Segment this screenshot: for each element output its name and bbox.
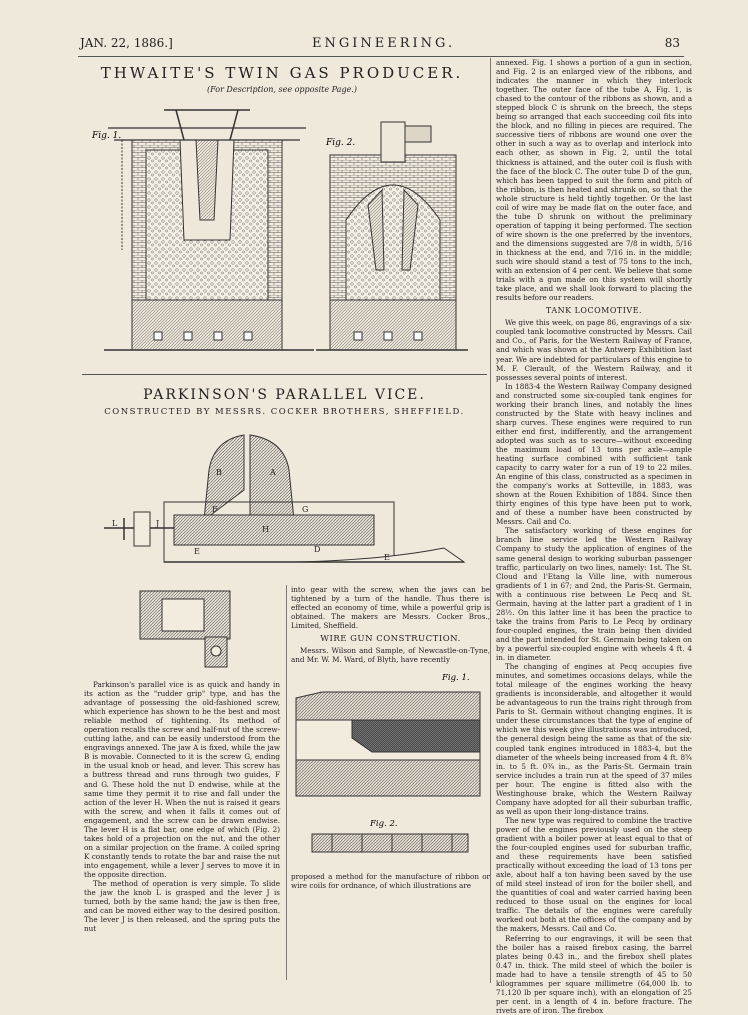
vice-paragraph-2: The method of operation is very simple. To slide the jaw the knob L is grasped and the lever J is turned, both by the same hand; the jaw is then free, and can be moved either way to the desired position. The lever J is then released, and the spring puts the nut xyxy=(84,879,280,934)
vice-letter-e2: E xyxy=(384,553,390,562)
tank-paragraph-1: We give this week, on page 86, engravings of a six-coupled tank locomotive constructed by Messrs. Cail and Co., of Paris, for the Western Railway of France, and which was shown at the Antwerp Exhibition last year. We are indebted for particulars of this engine to M. F. Clerault, of the Western Railway, and it possesses several points of interest. xyxy=(496,318,692,382)
column-divider-left xyxy=(286,585,287,980)
wire-gun-paragraph-2: proposed a method for the manufacture of ribbon or wire coils for ordnance, of which illustrations are xyxy=(291,872,490,891)
gas-fig2-drawing xyxy=(316,122,468,350)
wire-fig2-label: Fig. 2. xyxy=(370,819,398,829)
vice-letter-a: A xyxy=(270,468,276,477)
tank-locomotive-title: TANK LOCOMOTIVE. xyxy=(545,306,643,316)
vice-detail-figure xyxy=(110,585,250,677)
column-divider xyxy=(490,58,491,983)
vice-figure xyxy=(84,420,488,585)
vice-letter-e1: E xyxy=(194,547,200,556)
vice-paragraph-1: Parkinson's parallel vice is as quick and handy in its action as the "rudder grip" type, and has the advantage of possessing the old-fashioned screw, which experience has shown to be the best and most reliable method of tightening. Its method of operation recalls the screw and half-nut of the screw-cutting lathe, and can be easily understood from the engravings annexed. The jaw A is fixed, while the jaw B is movable. Connected to it is the screw G, ending in the usual knob or head, and lever. This screw has a buttress thread and runs through two guides, F and G. These hold the nut D endwise, while at the same time they permit it to rise and fall under the action of the lever H. When the nut is raised it gears with the screw, and when it falls it comes out of engagement, and the screw can be drawn endwise. The lever H is a flat bar, one edge of which (Fig. 2) takes hold of a projection on the nut, and the other on a similar projection on the frame. A coiled spring K constantly tends to rotate the bar and raise the nut into engagement, while a lever J serves to move it in the opposite direction. xyxy=(84,680,280,879)
vice-title: PARKINSON'S PARALLEL VICE. xyxy=(143,387,426,403)
wire-gun-title: WIRE GUN CONSTRUCTION. xyxy=(320,634,461,644)
header-rule xyxy=(78,56,684,57)
vice-paragraph-3: into gear with the screw, when the jaws can be tightened by a turn of the handle. Thus there is effected an economy of time, while a powerful grip is obtained. The makers are Messrs. Cocker Bros., Limited, Sheffield. xyxy=(291,585,490,631)
wire-gun-text-continued xyxy=(291,872,490,894)
wire-gun-paragraph-3: annexed. Fig. 1 shows a portion of a gun in section, and Fig. 2 is an enlarged view of the ribbons, and indicates the manner in which they interlock together. The outer face of the tube A, Fig. 1, is chased to the contour of the ribbons as shown, and a stepped block C is shrunk on the breech, the steps being so arranged that each succeeding coil fits into the block, and no filling in pieces are required. The successive tiers of ribbons are wound one over the other in such a way as to overlap and interlock into each other, as shown in Fig. 2, until the total thickness is attained, and the outer coil is flush with the face of the block C. The outer tube D of the gun, which has been tapped to suit the form and pitch of the ribbon, is then heated and shrunk on, so that the whole structure is held tightly together. Or the last coil of wire may be made flat on the outer face, and the tube D shrunk on without the preliminary operation of tapping it being performed. The section of wire shown is the one preferred by the inventors, and the dimensions suggested are 7/8 in width, 5/16 in thickness at the end, and 7/16 in. in the middle; such wire should stand a test of 75 tons to the inch, with an extension of 4 per cent. We believe that some trials with a gun made on this system will shortly take place, and we shall look forward to placing the results before our readers. xyxy=(496,58,692,303)
gas-fig2-label: Fig. 2. xyxy=(326,138,356,148)
tank-paragraph-5: The new type was required to combine the tractive power of the engines previously used on the steep gradient with a boiler power at least equal to that of the four-coupled engines used for suburban traffic, and these requirements have been satisfied practically without exceeding the load of 13 tons per axle, about half a ton having been saved by the use of mild steel instead of iron for the boiler shell, and the quantities of coal and water carried having been reduced to those usual on the engines for local traffic. The details of the engines were carefully worked out both at the offices of the company and by the makers, Messrs. Cail and Co. xyxy=(496,815,692,934)
gas-rule xyxy=(82,374,487,375)
tank-paragraph-4: The changing of engines at Pecq occupies five minutes, and sometimes occasions delays, while the total mileage of the engines working the heavy gradients is inconsiderable, and altogether it would be advantageous to run the trains right through from Paris to St. Germain without changing engines. It is under these circumstances that the type of engine of which we this week give illustrations was introduced, the general design being the same as that of the six-coupled tank engines introduced in 1883-4, but the diameter of the wheels being increased from 4 ft. 8¾ in. to 5 ft. 0¾ in., as the Paris-St. Germain train service includes a train run at the speed of 37 miles per hour. The engine is fitted also with the Westinghouse brake, which the Western Railway Company have adopted for all their suburban traffic, as well as upon their long-distance trains. xyxy=(496,662,692,816)
tank-paragraph-6: Referring to our engravings, it will be seen that the boiler has a raised firebox casing, the barrel plates being 0.43 in., and the firebox shell plates 0.47 in. thick. The mild steel of which the boiler is made had to have a tensile strength of 45 to 50 kilogrammes per square millimetre (64,000 lb. to 71,120 lb per square inch), with an elongation of 25 per cent. in a length of 4 in. before fracture. The rivets are of iron. The firebox xyxy=(496,933,692,1015)
vice-subtitle: CONSTRUCTED BY MESSRS. COCKER BROTHERS, SHEFFIELD. xyxy=(104,407,465,417)
header-page-number: 83 xyxy=(664,36,680,50)
tank-paragraph-2: In 1883-4 the Western Railway Company designed and constructed some six-coupled tank engines for working their branch lines, and notably the lines constructed by the State with heavy inclines and sharp curves. These engines were required to run either end first, indifferently, and the arrangement adopted was such as to secure—without exceeding the maximum load of 13 tons per axle—ample heating surface combined with sufficient tank capacity to carry water for a run of 19 to 22 miles. An engine of this class, constructed as a specimen in the company's works at Sotteville, in 1883, was shown at the Rouen Exhibition of 1884. Since then thirty engines of this type have been put to work, and of these a number have been constructed by Messrs. Cail and Co. xyxy=(496,381,692,527)
vice-letter-l: L xyxy=(112,519,118,528)
page-header xyxy=(80,36,680,54)
wire-fig1-label: Fig. 1. xyxy=(442,673,470,683)
vice-text-column xyxy=(84,680,280,970)
vice-letter-g: G xyxy=(302,505,309,514)
gas-fig1-drawing xyxy=(104,110,314,350)
wire-fig1-drawing xyxy=(296,692,480,796)
tank-paragraph-3: The satisfactory working of these engines for branch line service led the Western Railway Company to study the application of engines of the same general design to working suburban passenger traffic, particularly on two lines, namely: 1st. The St. Cloud and l'Etang la Ville line, with numerous gradients of 1 in 67; and 2nd, the Paris-St. Germain, with a continuous rise between Le Pecq and St. Germain, having at the latter part a gradient of 1 in 28½. On this latter line it has been the practice to take the trains from Paris to Le Pecq by ordinary four-coupled engines, the train being then divided and the part intended for St. Germain being taken on by a powerful six-coupled engine with wheels 4 ft. 4 in. in diameter. xyxy=(496,526,692,663)
wire-gun-figure xyxy=(292,668,488,856)
vice-letter-h: H xyxy=(262,525,269,534)
gas-fig1-label: Fig. 1. xyxy=(92,131,122,141)
vice-letter-j: J xyxy=(156,519,160,528)
gas-producer-subtitle: (For Description, see opposite Page.) xyxy=(207,85,357,94)
vice-letter-f: F xyxy=(212,505,218,514)
wire-gun-paragraph-1: Messrs. Wilson and Sample, of Newcastle-on-Tyne, and Mr. W. M. Ward, of Blyth, have recently xyxy=(291,646,490,665)
vice-letter-b: B xyxy=(216,468,222,477)
wire-fig2-drawing xyxy=(312,834,468,852)
header-title: ENGINEERING. xyxy=(312,36,456,51)
gas-producer-figure xyxy=(84,100,484,370)
header-date: JAN. 22, 1886.] xyxy=(80,36,173,50)
right-text-column xyxy=(496,58,692,1015)
gas-producer-title: THWAITE'S TWIN GAS PRODUCER. xyxy=(100,64,464,82)
vice-drawing xyxy=(104,435,464,562)
vice-letter-d: D xyxy=(314,545,321,554)
vice-text-continued xyxy=(291,585,490,630)
